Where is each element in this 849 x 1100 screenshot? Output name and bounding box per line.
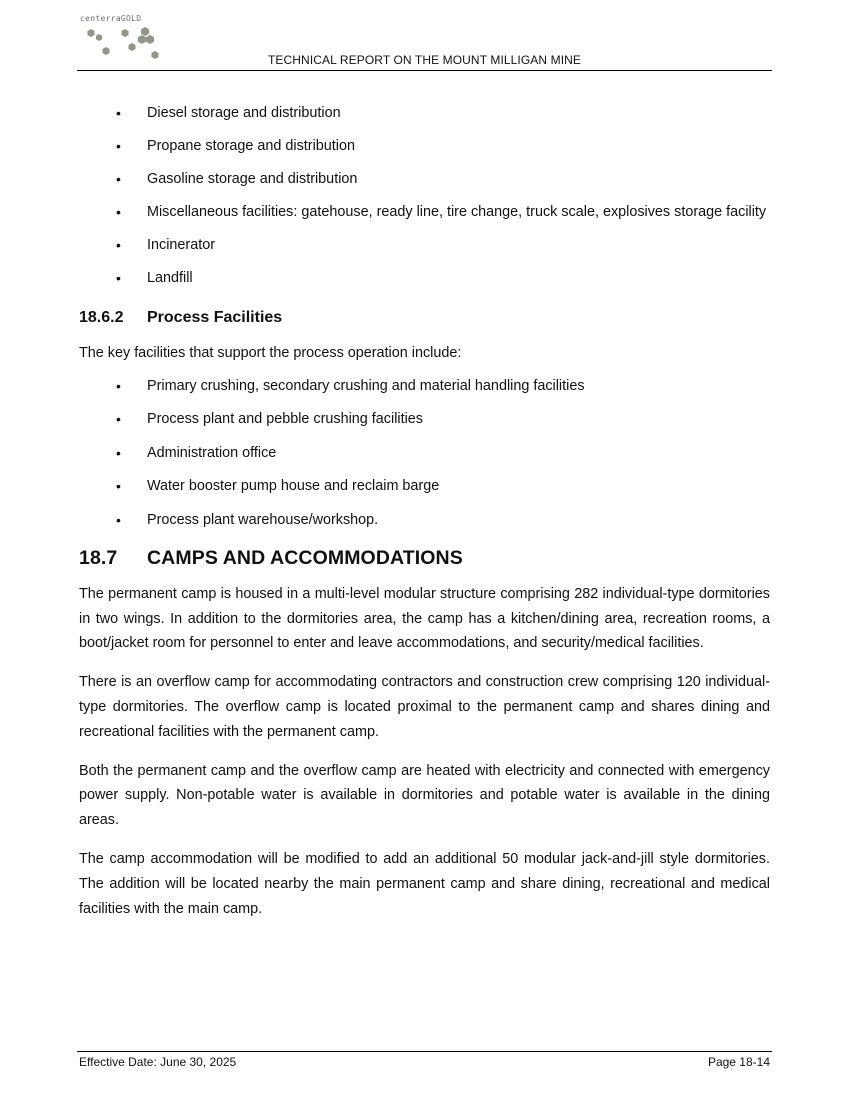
paragraph: There is an overflow camp for accommodating contractors and construction crew comprising 120 individual-type dormitories. The overflow camp is located proximal to the permanent camp and shares dining and recreational facilities with the permanent camp. xyxy=(79,674,770,740)
list-item: • Propane storage and distribution xyxy=(79,134,770,158)
paragraph: The camp accommodation will be modified to add an additional 50 modular jack-and-jill style dormitories. The addition will be located nearby the main permanent camp and share dining, recreational and medical facilities with the main camp. xyxy=(79,850,770,917)
section-number: 18.6.2 xyxy=(79,309,124,326)
list-item: • Landfill xyxy=(79,266,770,290)
list-item: • Process plant and pebble crushing facilities xyxy=(79,407,770,431)
list-item: • Primary crushing, secondary crushing and material handling facilities xyxy=(79,374,770,398)
paragraph: The permanent camp is housed in a multi-level modular structure comprising 282 individual-type dormitories in two wings. In addition to the dormitories area, the camp has a kitchen/dining area, recreation rooms, a boot/jacket room for personnel to enter and leave accommodations, and security/medical facilities. xyxy=(79,585,770,652)
paragraph: Both the permanent camp and the overflow camp are heated with electricity and connected with emergency power supply. Non-potable water is available in dormitories and potable water is available in the dining areas. xyxy=(79,762,770,829)
page-number: Page 18-14 xyxy=(707,1055,770,1069)
section-title: Process Facilities xyxy=(147,309,283,326)
list-item: • Water booster pump house and reclaim barge xyxy=(79,474,770,498)
effective-date: Effective Date: June 30, 2025 xyxy=(79,1055,237,1069)
list-item: • Incinerator xyxy=(79,233,770,257)
process-facilities-list xyxy=(79,374,770,532)
section-heading-18-7 xyxy=(79,545,770,571)
section-title: CAMPS AND ACCOMMODATIONS xyxy=(147,546,463,569)
list-item: • Diesel storage and distribution xyxy=(79,101,770,125)
document-body xyxy=(79,100,770,921)
section-intro: The key facilities that support the process operation include: xyxy=(79,345,462,361)
list-item: • Administration office xyxy=(79,441,770,465)
logo-wordmark: centerraGOLD xyxy=(80,14,142,23)
page-footer xyxy=(77,1051,772,1069)
section-number: 18.7 xyxy=(79,546,118,569)
list-item: • Miscellaneous facilities: gatehouse, ready line, tire change, truck scale, explosives storage facility xyxy=(79,200,770,224)
list-item: • Process plant warehouse/workshop. xyxy=(79,508,770,532)
infrastructure-list xyxy=(79,101,770,290)
section-heading-18-6-2 xyxy=(79,307,770,329)
list-item: • Gasoline storage and distribution xyxy=(79,167,770,191)
report-title: TECHNICAL REPORT ON THE MOUNT MILLIGAN MINE xyxy=(267,53,581,67)
page-header xyxy=(77,12,772,71)
